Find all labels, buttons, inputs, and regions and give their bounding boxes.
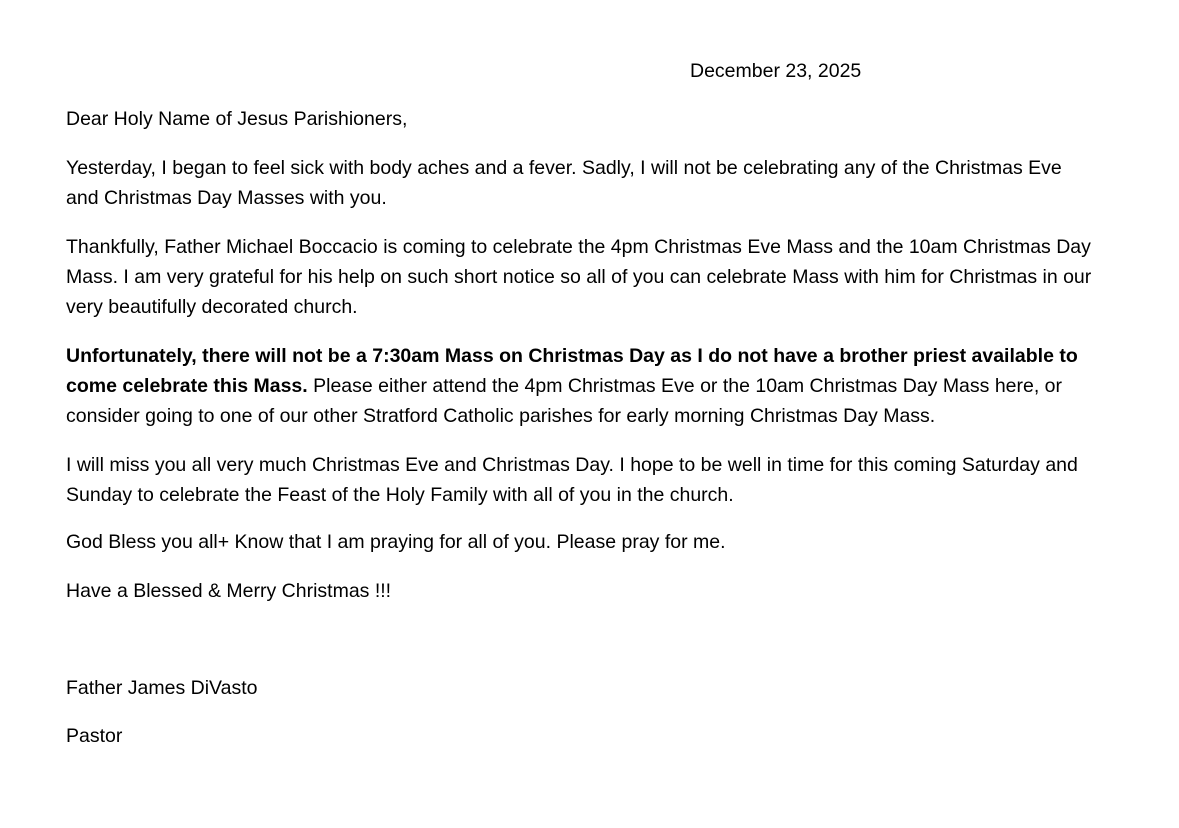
- signature-title: Pastor: [66, 725, 123, 747]
- salutation: Dear Holy Name of Jesus Parishioners,: [66, 108, 408, 130]
- signature-spacer: [66, 625, 1096, 673]
- mass-cancellation-notice: Unfortunately, there will not be a 7:30am Mass on Christmas Day as I do not have a brother priest available to come celebrate this Mass.: [66, 345, 1078, 397]
- letter-date: December 23, 2025: [690, 60, 862, 82]
- paragraph-blessing: God Bless you all+ Know that I am praying for all of you. Please pray for me.: [66, 531, 726, 553]
- closing-line: Have a Blessed & Merry Christmas !!!: [66, 580, 392, 602]
- letter-body: [66, 56, 1096, 751]
- mass-alternatives: Please either attend the 4pm Christmas Eve or the 10am Christmas Day Mass here, or consider going to one of our other Stratford Catholic parishes for early morning Christmas Day Mass.: [66, 375, 1063, 427]
- paragraph-mass-cancellation: [66, 341, 1096, 431]
- paragraph-substitute-priest: Thankfully, Father Michael Boccacio is coming to celebrate the 4pm Christmas Eve Mass and the 10am Christmas Day Mass. I am very grateful for his help on such short notice so all of you can celebrate Mass with him for Christmas in our very beautifully decorated church.: [66, 236, 1092, 318]
- signature-name: Father James DiVasto: [66, 677, 258, 699]
- paragraph-return: I will miss you all very much Christmas Eve and Christmas Day. I hope to be well in time for this coming Saturday and Sunday to celebrate the Feast of the Holy Family with all of you in the church.: [66, 454, 1078, 506]
- paragraph-illness: Yesterday, I began to feel sick with body aches and a fever. Sadly, I will not be celebrating any of the Christmas Eve and Christmas Day Masses with you.: [66, 157, 1062, 209]
